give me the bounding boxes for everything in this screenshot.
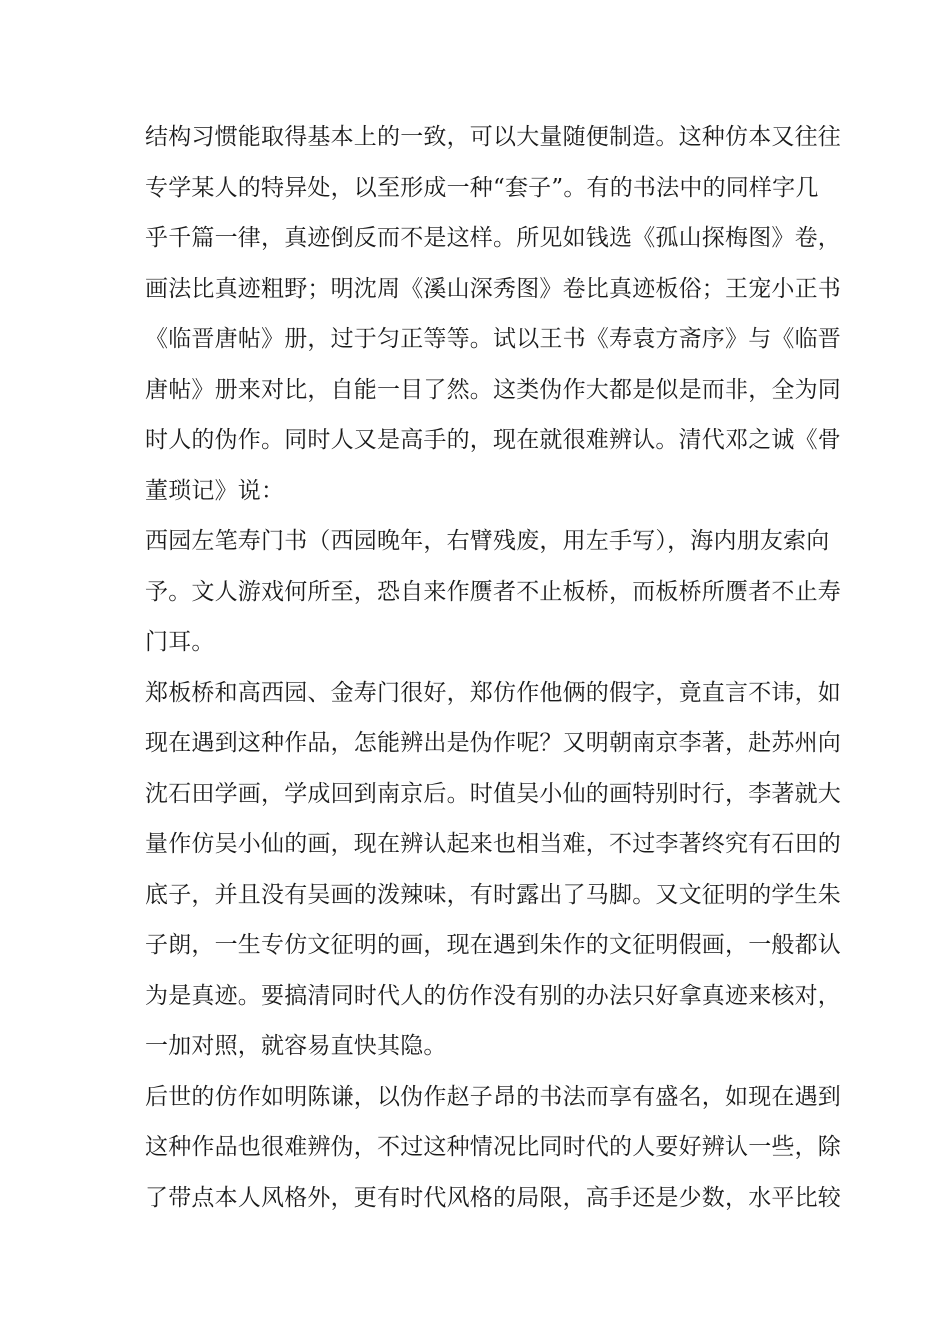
text-line: 为是真迹。要搞清同时代人的仿作没有别的办法只好拿真迹来核对， — [145, 982, 841, 1009]
document-body — [145, 112, 841, 1223]
text-line: 乎千篇一律，真迹倒反而不是这样。所见如钱选《孤山探梅图》卷， — [145, 225, 841, 251]
text-line: 专学某人的特异处，以至形成一种“套子”。有的书法中的同样字几 — [145, 174, 819, 201]
text-line: 后世的仿作如明陈谦，以伪作赵子昂的书法而享有盛名，如现在遇到 — [145, 1083, 841, 1110]
text-line: 底子，并且没有吴画的泼辣味，有时露出了马脚。又文征明的学生朱 — [145, 881, 841, 908]
text-line: 结构习惯能取得基本上的一致，可以大量随便制造。这种仿本又往往 — [145, 124, 841, 150]
text-line: 《临晋唐帖》册，过于匀正等等。试以王书《寿袁方斋序》与《临晋 — [145, 326, 841, 352]
text-line: 子朗，一生专仿文征明的画，现在遇到朱作的文征明假画，一般都认 — [145, 932, 841, 958]
text-line: 郑板桥和高西园、金寿门很好，郑仿作他俩的假字，竟直言不讳，如 — [145, 679, 841, 706]
text-line: 时人的伪作。同时人又是高手的，现在就很难辨认。清代邓之诚《骨 — [145, 427, 841, 453]
text-line: 沈石田学画，学成回到南京后。时值吴小仙的画特别时行，李著就大 — [145, 780, 841, 807]
text-line: 一加对照，就容易直快其隐。 — [145, 1033, 447, 1059]
text-line: 画法比真迹粗野；明沈周《溪山深秀图》卷比真迹板俗；王宠小正书 — [145, 275, 841, 302]
text-line: 予。文人游戏何所至，恐自来作赝者不止板桥，而板桥所赝者不止寿 — [145, 578, 841, 605]
paragraph-4 — [145, 1072, 841, 1224]
text-line: 董琐记》说： — [145, 477, 285, 504]
paragraph-2-quotation — [145, 516, 841, 668]
text-line: 这种作品也很难辨伪，不过这种情况比同时代的人要好辨认一些，除 — [145, 1134, 841, 1160]
paragraph-3 — [145, 668, 841, 1072]
paragraph-1 — [145, 112, 841, 516]
text-line: 西园左笔寿门书（西园晚年，右臂残废，用左手写），海内朋友索向 — [145, 528, 830, 554]
text-line: 了带点本人风格外，更有时代风格的局限，高手还是少数，水平比较 — [145, 1184, 841, 1211]
text-line: 现在遇到这种作品，怎能辨出是伪作呢？又明朝南京李著，赴苏州向 — [145, 730, 841, 756]
text-line: 门耳。 — [145, 629, 215, 655]
text-line: 唐帖》册来对比，自能一目了然。这类伪作大都是似是而非，全为同 — [145, 376, 841, 403]
text-line: 量作仿吴小仙的画，现在辨认起来也相当难，不过李著终究有石田的 — [145, 831, 841, 857]
